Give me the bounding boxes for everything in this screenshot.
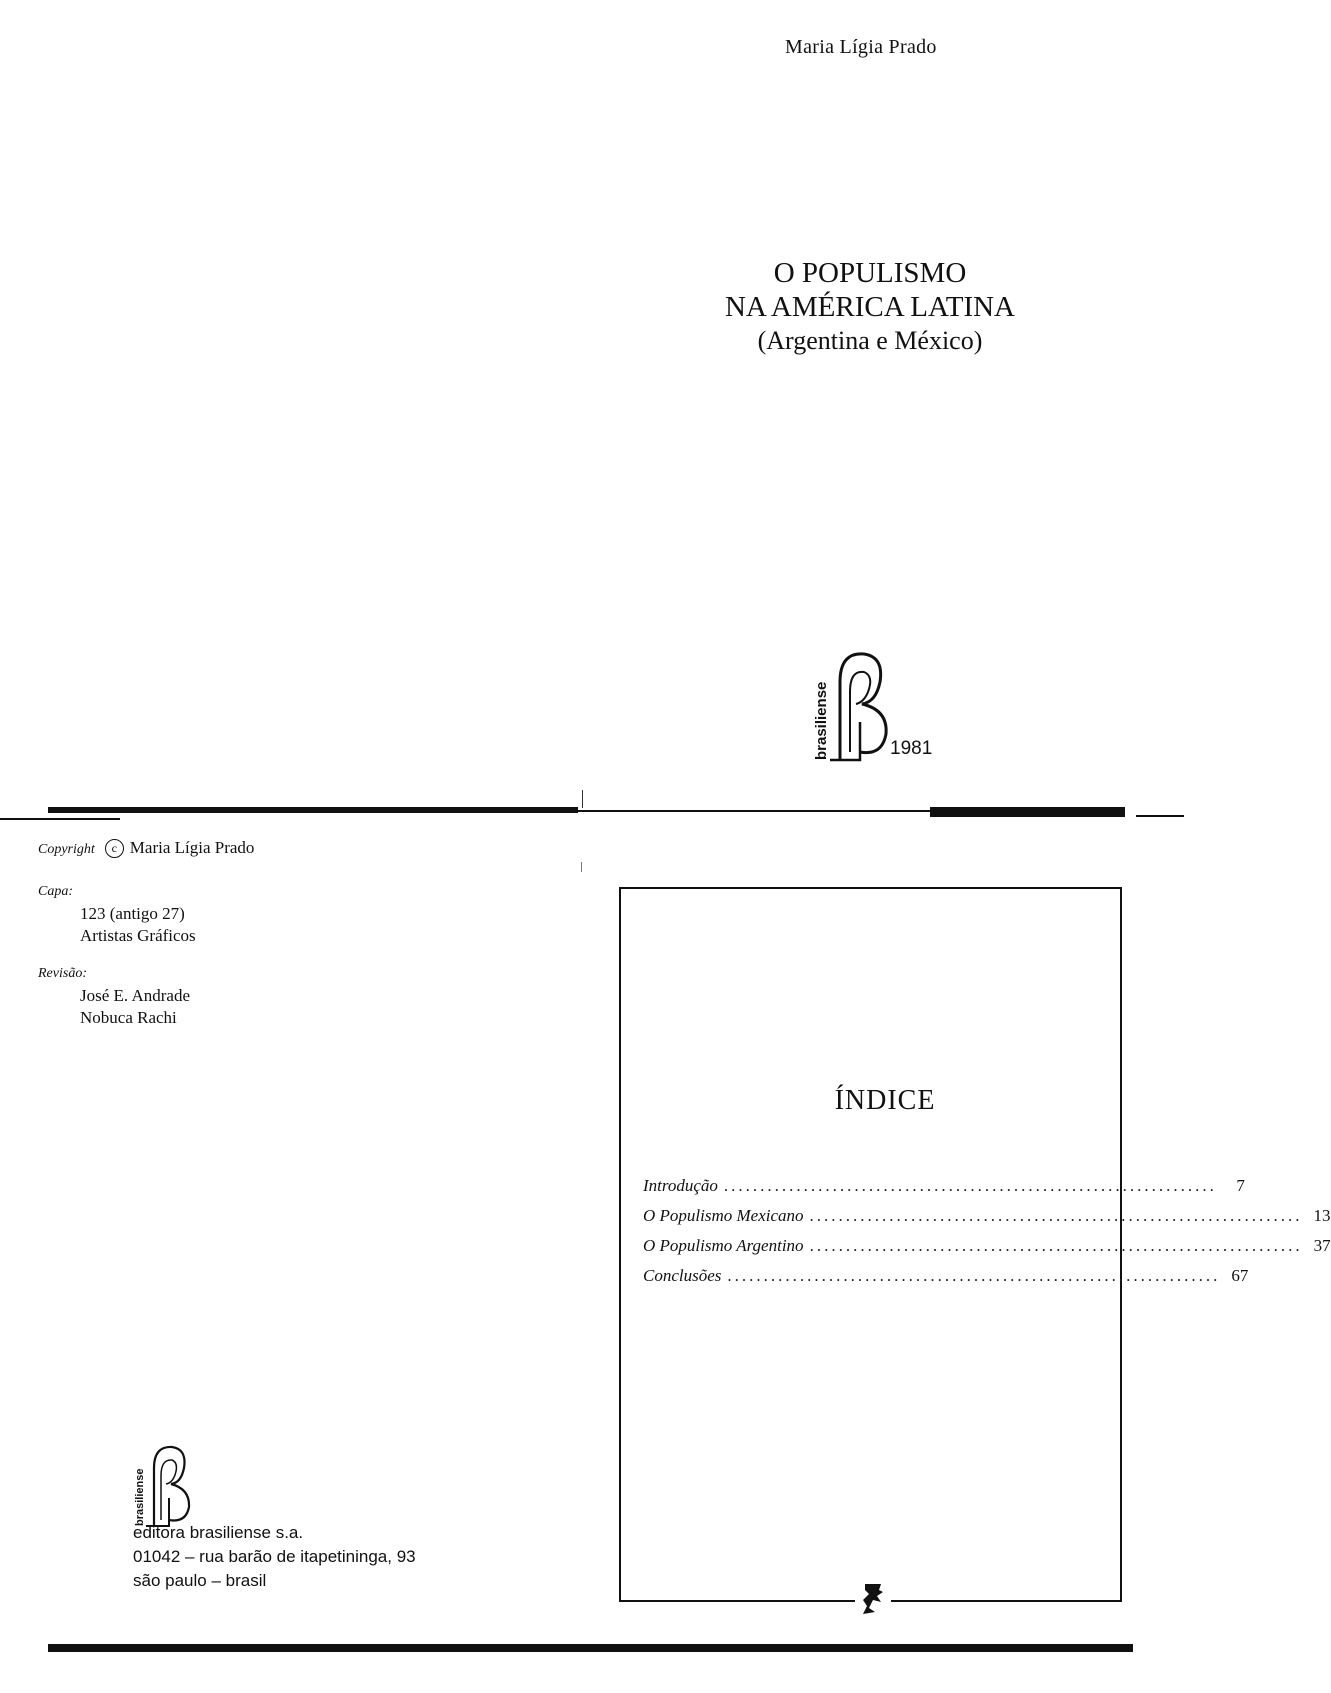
toc-entry-label: O Populismo Mexicano bbox=[643, 1206, 804, 1225]
toc-entry bbox=[643, 1266, 1249, 1286]
logo-text: brasiliense bbox=[813, 681, 830, 760]
index-title: ÍNDICE bbox=[834, 1085, 936, 1116]
title-line-1: O POPULISMO bbox=[773, 257, 967, 289]
revisao-line: Nobuca Rachi bbox=[80, 1008, 177, 1027]
brasiliense-logo-icon bbox=[812, 642, 892, 762]
toc-entry-label: O Populismo Argentino bbox=[643, 1236, 804, 1255]
title-line-2: NA AMÉRICA LATINA bbox=[724, 291, 1015, 323]
logo-text: brasiliense bbox=[134, 1468, 146, 1526]
toc-entry-page: 67 bbox=[1231, 1266, 1249, 1285]
fold-line bbox=[48, 1644, 1133, 1652]
toc-entry-label: Conclusões bbox=[643, 1266, 722, 1285]
publication-year: 1981 bbox=[890, 738, 933, 759]
copyright-label: Copyright bbox=[38, 842, 95, 857]
publisher-name: editora brasiliense s.a. bbox=[133, 1523, 304, 1542]
copyright-icon: c bbox=[105, 839, 124, 858]
publisher-city: são paulo – brasil bbox=[133, 1571, 267, 1590]
revisao-label: Revisão: bbox=[38, 966, 87, 981]
revisao-line: José E. Andrade bbox=[80, 986, 191, 1005]
toc-leader-dots: .................................................................... bbox=[727, 1266, 1221, 1285]
toc-entry-page: 7 bbox=[1236, 1176, 1245, 1195]
fold-line bbox=[930, 807, 1125, 817]
toc-entry bbox=[643, 1176, 1245, 1196]
fold-line bbox=[0, 818, 120, 820]
publisher-street: 01042 – rua barão de itapetininga, 93 bbox=[133, 1547, 416, 1566]
subtitle: (Argentina e México) bbox=[757, 326, 983, 355]
book-title bbox=[700, 256, 1040, 358]
credits-block bbox=[38, 837, 254, 1029]
capa-line: 123 (antigo 27) bbox=[80, 904, 185, 923]
copyright-line bbox=[38, 837, 254, 861]
toc-entry-label: Introdução bbox=[643, 1176, 718, 1195]
gutter-mark bbox=[581, 862, 582, 872]
capa-line: Artistas Gráficos bbox=[80, 926, 196, 945]
fold-line bbox=[1136, 815, 1184, 817]
copyright-holder: Maria Lígia Prado bbox=[129, 838, 255, 857]
fold-line bbox=[48, 807, 578, 813]
ornament-icon bbox=[855, 1578, 891, 1618]
toc-leader-dots: .................................................................... bbox=[723, 1176, 1217, 1195]
capa-label: Capa: bbox=[38, 884, 73, 899]
gutter-mark bbox=[582, 790, 583, 808]
author-name: Maria Lígia Prado bbox=[785, 36, 937, 58]
toc-leader-dots: .................................................................... bbox=[809, 1236, 1303, 1255]
toc-entry bbox=[643, 1236, 1331, 1256]
publisher-address bbox=[133, 1521, 416, 1593]
toc-leader-dots: .................................................................... bbox=[809, 1206, 1303, 1225]
toc-entry-page: 13 bbox=[1313, 1206, 1331, 1225]
toc-entry bbox=[643, 1206, 1331, 1226]
toc-entry-page: 37 bbox=[1313, 1236, 1331, 1255]
brasiliense-logo-icon bbox=[133, 1438, 193, 1528]
